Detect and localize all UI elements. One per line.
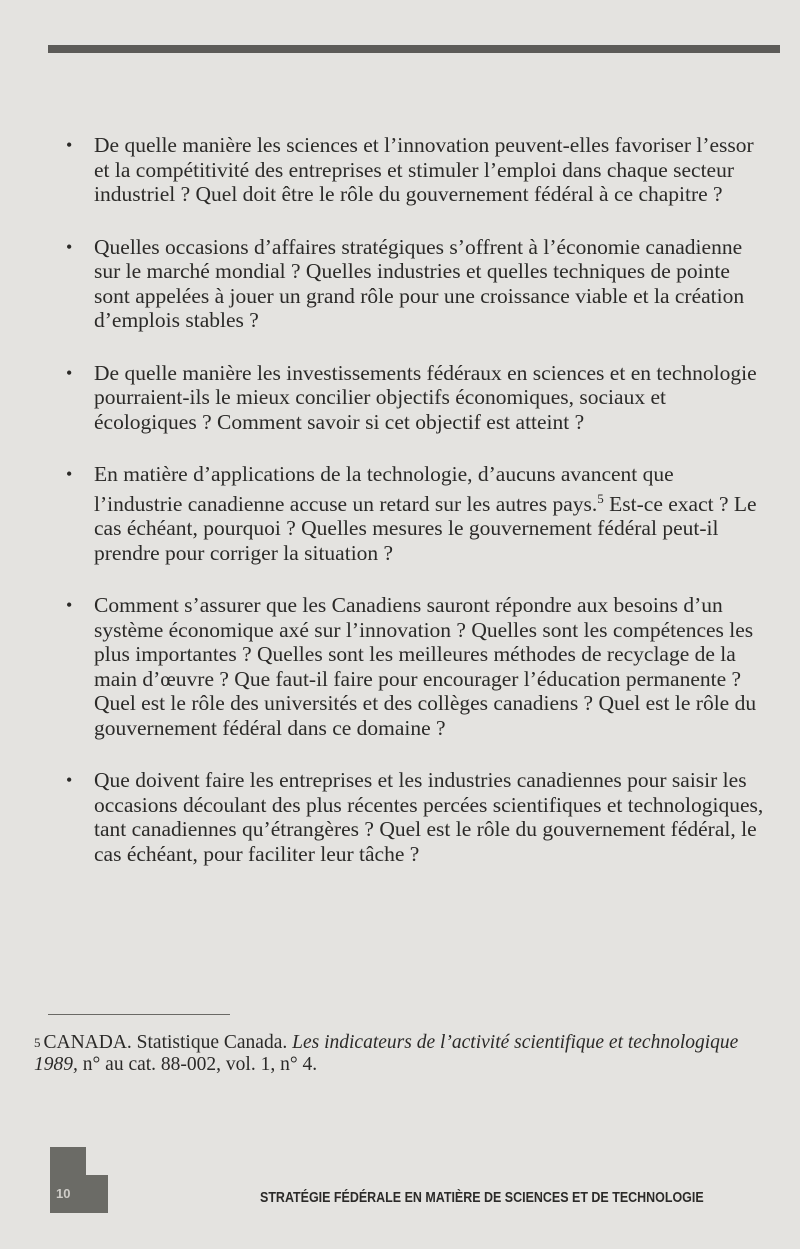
bullet-icon: • — [66, 770, 73, 791]
bullet-icon: • — [66, 464, 73, 484]
bullet-icon: • — [66, 362, 73, 383]
footnote-title: Les indicateurs de l’activité scientifique et technologique 1989, — [34, 1032, 739, 1075]
page-number-tab — [50, 1147, 108, 1213]
footnote-details: n° au cat. 88-002, vol. 1, n° 4. — [77, 1054, 318, 1075]
question-text: Comment s’assurer que les Canadiens sauront répondre aux besoins d’un système économique axé sur l’innovation ? Quelles sont les compétences les plus importantes ? Quelles sont les meilleures méthodes de recyclage de la main d’œuvre ? Que faut-il faire pour encourager l’éducation permanente ? Quel est le rôle des universités et des collèges canadiens ? Quel est le rôle du gouvernement fédéral dans ce domaine ? — [94, 593, 757, 740]
question-list — [66, 133, 766, 866]
question-item — [66, 768, 766, 866]
question-text: De quelle manière les sciences et l’innovation peuvent-elles favoriser l’essor et la compétitivité des entreprises et stimuler l’emploi dans chaque secteur industriel ? Quel doit être le rôle du gouvernement fédéral à ce chapitre ? — [94, 133, 754, 206]
question-text-continued: Est-ce exact ? Le cas échéant, pourquoi ? Quelles mesures le gouvernement fédéral peut-il prendre pour corriger la situation ? — [94, 491, 757, 565]
question-item — [66, 361, 766, 435]
tab-notch — [86, 1147, 108, 1175]
bullet-icon: • — [66, 236, 73, 257]
question-text: Que doivent faire les entreprises et les industries canadiennes pour saisir les occasions découlant des plus récentes percées scientifiques et technologiques, tant canadiennes qu’étrangères ? Quel est le rôle du gouvernement fédéral, le cas échéant, pour faciliter leur tâche ? — [94, 768, 764, 866]
question-item — [66, 462, 766, 565]
bullet-icon: • — [66, 135, 73, 155]
footnote-source: CANADA. Statistique Canada. — [43, 1032, 293, 1053]
question-text: De quelle manière les investissements fédéraux en sciences et en technologie pourraient-ils le mieux concilier objectifs économiques, sociaux et écologiques ? Comment savoir si cet objectif est atteint ? — [94, 360, 757, 434]
question-item — [66, 133, 766, 207]
footnote-number: 5 — [34, 1035, 41, 1050]
page-number: 10 — [56, 1186, 71, 1201]
bullet-icon: • — [66, 595, 73, 616]
question-item — [66, 235, 766, 333]
top-rule — [48, 45, 780, 53]
question-text: En matière d’applications de la technologie, d’aucuns avancent que l’industrie canadienne accuse un retard sur les autres pays. — [94, 462, 674, 516]
running-footer-title: STRATÉGIE FÉDÉRALE EN MATIÈRE DE SCIENCES ET DE TECHNOLOGIE — [260, 1190, 704, 1206]
footnote-reference: 5 — [597, 490, 604, 506]
question-item — [66, 593, 766, 740]
footnote-divider — [48, 1014, 230, 1015]
footnote — [34, 1032, 754, 1076]
question-text: Quelles occasions d’affaires stratégiques s’offrent à l’économie canadienne sur le marché mondial ? Quelles industries et quelles techniques de pointe sont appelées à jouer un grand rôle pour une croissance viable et la création d’emplois stables ? — [94, 234, 745, 332]
